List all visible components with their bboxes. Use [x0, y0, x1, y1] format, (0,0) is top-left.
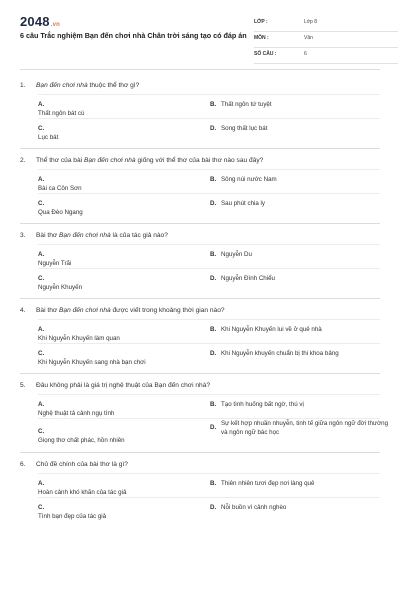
option-key: C. — [38, 125, 45, 132]
row-divider — [38, 343, 380, 344]
option-key: D. — [210, 125, 217, 132]
question-number: 4. — [20, 307, 26, 314]
question-stem-pre: Thể thơ của bài — [36, 157, 84, 164]
meta-value: 6 — [304, 51, 307, 57]
option-key: C. — [38, 350, 45, 357]
question-list — [20, 81, 389, 521]
question-6 — [20, 460, 380, 521]
question-4 — [20, 306, 380, 374]
option-d[interactable] — [210, 125, 394, 134]
meta-label: MÔN : — [254, 35, 269, 41]
option-key: A. — [38, 101, 45, 108]
option-d[interactable] — [210, 275, 394, 284]
option-key: B. — [210, 480, 217, 487]
option-key: B. — [210, 326, 217, 333]
row-divider — [38, 94, 380, 95]
options — [38, 319, 380, 367]
question-number: 1. — [20, 82, 26, 89]
question-divider — [20, 452, 380, 453]
option-text: Qua Đèo Ngang — [38, 208, 83, 216]
option-row — [38, 169, 380, 193]
question-stem-pre: Bài thơ — [36, 232, 60, 239]
option-text: Nguyễn Đình Chiểu — [221, 275, 276, 282]
question-number: 6. — [20, 461, 26, 468]
option-text: Sau phút chia ly — [221, 200, 266, 207]
question-text — [20, 381, 380, 394]
option-key: A. — [38, 401, 45, 408]
row-divider — [38, 193, 380, 194]
question-divider — [20, 373, 380, 374]
row-divider — [38, 268, 380, 269]
option-row — [38, 473, 380, 497]
option-text: Khi Nguyễn Khuyến sang nhà bạn chơi — [38, 358, 146, 366]
option-d[interactable] — [210, 200, 394, 209]
option-text: Thất ngôn tứ tuyệt — [221, 101, 272, 108]
meta-row-count — [254, 48, 398, 64]
option-text: Giọng thơ chất phác, hồn nhiên — [38, 436, 125, 444]
option-row — [38, 394, 380, 418]
option-text: Khi Nguyễn Khuyến lui về ở quê nhà — [221, 326, 322, 333]
option-text: Sự kết hợp nhuần nhuyễn, tinh tế giữa ngôn ngữ đời thường và ngôn ngữ bác học — [221, 420, 389, 436]
option-text: Nguyễn Du — [221, 251, 252, 258]
options — [38, 244, 380, 292]
meta-value: Văn — [304, 35, 313, 41]
question-divider — [20, 148, 380, 149]
option-key: A. — [38, 480, 45, 487]
meta-label: SỐ CÂU : — [254, 51, 277, 57]
site-logo[interactable] — [20, 14, 60, 29]
option-key: D. — [210, 504, 217, 511]
option-row — [38, 193, 380, 217]
option-a[interactable] — [38, 326, 203, 343]
option-text: Tình bạn đẹp của tác giả — [38, 512, 107, 520]
option-text: Khi Nguyễn Khuyến làm quan — [38, 334, 120, 342]
question-text — [20, 81, 380, 94]
option-c[interactable] — [38, 125, 203, 142]
option-key: C. — [38, 275, 45, 282]
option-text: Nỗi buồn vì cảnh nghèo — [221, 504, 287, 511]
options — [38, 473, 380, 521]
row-divider — [38, 118, 380, 119]
option-key: A. — [38, 251, 45, 258]
option-text: Nguyễn Khuyến — [38, 283, 83, 291]
question-number: 5. — [20, 382, 26, 389]
question-text — [20, 306, 380, 319]
question-stem-post: được viết trong khoảng thời gian nào? — [110, 307, 225, 314]
option-key: D. — [210, 350, 217, 357]
option-a[interactable] — [38, 101, 203, 118]
question-stem-italic: Bạn đến chơi nhà — [36, 82, 88, 89]
row-divider — [38, 473, 380, 474]
option-row — [38, 268, 380, 292]
option-d[interactable] — [210, 420, 394, 437]
question-stem-italic: Bạn đến chơi nhà — [83, 157, 136, 164]
option-key: B. — [210, 101, 217, 108]
row-divider — [38, 394, 380, 395]
option-row — [38, 497, 380, 521]
option-text: Thất ngôn bát cú — [38, 109, 85, 117]
meta-label: LỚP : — [254, 19, 268, 25]
option-key: B. — [210, 251, 217, 258]
question-stem-post: là của tác giả nào? — [110, 232, 168, 239]
option-b[interactable] — [210, 326, 394, 335]
option-row — [38, 244, 380, 268]
option-text: Lục bát — [38, 133, 59, 141]
option-text: Sông núi nước Nam — [221, 176, 277, 183]
question-text — [20, 156, 380, 169]
option-text: Song thất lục bát — [221, 125, 268, 132]
option-row — [38, 343, 380, 367]
question-divider — [20, 223, 380, 224]
option-text: Thiên nhiên tươi đẹp nơi làng quê — [221, 480, 315, 487]
row-divider — [38, 418, 380, 419]
question-stem-pre: Bài thơ — [36, 307, 60, 314]
question-stem-italic: Bạn đến chơi nhà — [59, 307, 111, 314]
question-stem-pre: Đâu không phải là giá trị nghệ thuật của Bạn đến chơi nhà? — [36, 382, 211, 389]
question-stem-post: giống với thể thơ của bài thơ nào sau đây? — [135, 157, 264, 164]
row-divider — [38, 244, 380, 245]
option-text: Khi Nguyễn khuyến chuẩn bị thi khoa bảng — [221, 350, 339, 357]
option-key: B. — [210, 401, 217, 408]
meta-row-subject — [254, 32, 398, 48]
option-key: D. — [210, 200, 217, 207]
question-divider — [20, 298, 380, 299]
question-5 — [20, 381, 389, 453]
option-b[interactable] — [210, 401, 394, 410]
option-key: C. — [38, 504, 45, 511]
option-c[interactable] — [38, 504, 203, 521]
header — [20, 14, 378, 62]
logo-main: 2048 — [20, 14, 50, 29]
options — [38, 394, 389, 446]
option-a[interactable] — [38, 176, 203, 193]
option-d[interactable] — [210, 350, 394, 359]
option-text: Tạo tình huống bất ngờ, thú vị — [221, 401, 304, 408]
question-number: 3. — [20, 232, 26, 239]
option-c[interactable] — [38, 428, 203, 445]
option-key: D. — [210, 424, 217, 431]
options — [38, 169, 380, 217]
option-text: Hoàn cảnh khó khăn của tác giả — [38, 488, 127, 496]
question-number: 2. — [20, 157, 26, 164]
option-key: D. — [210, 275, 217, 282]
question-text — [20, 460, 380, 473]
question-3 — [20, 231, 380, 299]
option-c[interactable] — [38, 200, 203, 217]
logo-suffix: .vn — [50, 22, 61, 28]
option-key: A. — [38, 176, 45, 183]
option-c[interactable] — [38, 350, 203, 367]
question-text — [20, 231, 380, 244]
option-row — [38, 418, 389, 446]
row-divider — [38, 497, 380, 498]
option-row — [38, 94, 380, 118]
question-stem-pre: Chủ đề chính của bài thơ là gì? — [36, 461, 128, 468]
option-key: A. — [38, 326, 45, 333]
option-text: Bài ca Côn Sơn — [38, 184, 82, 192]
option-a[interactable] — [38, 480, 203, 497]
option-a[interactable] — [38, 401, 203, 418]
option-key: C. — [38, 200, 45, 207]
option-d[interactable] — [210, 504, 394, 513]
option-text: Nghệ thuật tả cảnh ngụ tình — [38, 409, 115, 417]
question-stem-italic: Bạn đến chơi nhà — [59, 232, 111, 239]
row-divider — [38, 169, 380, 170]
meta-row-class — [254, 16, 398, 32]
option-b[interactable] — [210, 101, 394, 110]
options — [38, 94, 380, 142]
option-row — [38, 319, 380, 343]
option-b[interactable] — [210, 251, 394, 260]
header-divider — [20, 69, 380, 70]
option-text: Nguyễn Trãi — [38, 259, 72, 267]
option-b[interactable] — [210, 480, 394, 489]
question-1 — [20, 81, 380, 149]
option-key: B. — [210, 176, 217, 183]
option-b[interactable] — [210, 176, 394, 185]
meta-value: Lớp 8 — [304, 19, 318, 25]
question-2 — [20, 156, 380, 224]
row-divider — [38, 319, 380, 320]
meta-box — [254, 16, 398, 64]
document-title: 6 câu Trắc nghiệm Bạn đến chơi nhà Chân trời sáng tạo có đáp án — [20, 31, 247, 40]
option-row — [38, 118, 380, 142]
question-stem-post: thuộc thể thơ gì? — [87, 82, 140, 89]
option-key: C. — [38, 428, 45, 435]
option-a[interactable] — [38, 251, 203, 268]
option-c[interactable] — [38, 275, 203, 292]
